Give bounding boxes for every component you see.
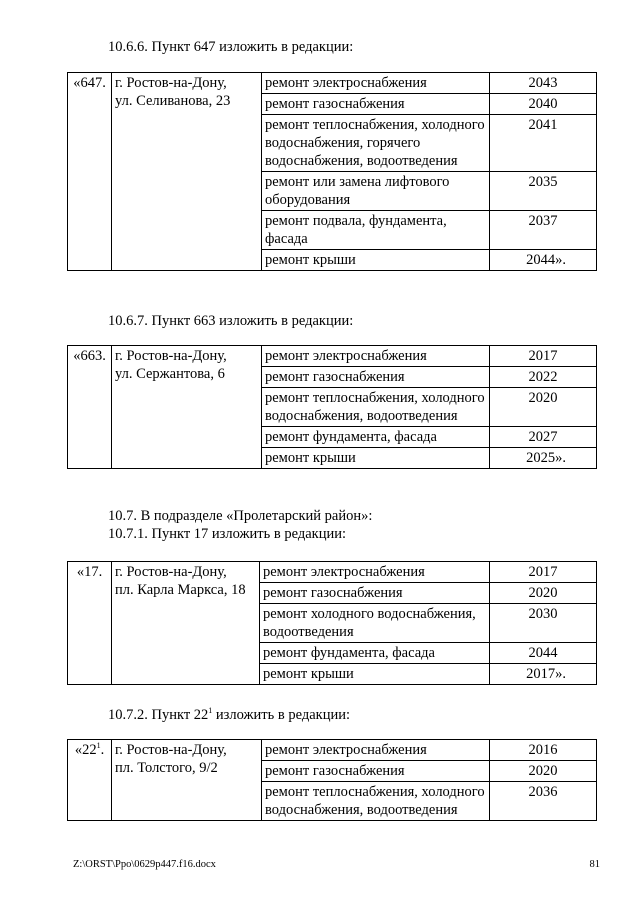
year-cell: 2044». bbox=[490, 250, 597, 271]
item-number bbox=[68, 740, 112, 821]
work-cell: ремонт газоснабжения bbox=[262, 367, 490, 388]
item-number-superscript: 1 bbox=[96, 741, 101, 750]
work-cell: ремонт или замена лифтового оборудования bbox=[262, 172, 490, 211]
item-number: «663. bbox=[68, 346, 112, 469]
item-number: «647. bbox=[68, 73, 112, 271]
year-cell: 2020 bbox=[490, 583, 597, 604]
address-cell bbox=[112, 740, 262, 821]
year-cell: 2044 bbox=[490, 643, 597, 664]
address-cell bbox=[112, 346, 262, 469]
table-row bbox=[68, 346, 597, 367]
work-cell: ремонт теплоснабжения, холодного водоснабжения, водоотведения bbox=[262, 388, 490, 427]
work-cell: ремонт электроснабжения bbox=[262, 740, 490, 761]
work-cell: ремонт электроснабжения bbox=[260, 562, 490, 583]
work-cell: ремонт газоснабжения bbox=[262, 761, 490, 782]
work-cell: ремонт теплоснабжения, холодного водоснабжения, горячего водоснабжения, водоотведения bbox=[262, 115, 490, 172]
year-cell: 2020 bbox=[490, 761, 597, 782]
work-cell: ремонт крыши bbox=[262, 448, 490, 469]
address-line-street: пл. Толстого, 9/2 bbox=[115, 760, 218, 776]
year-cell: 2041 bbox=[490, 115, 597, 172]
work-cell: ремонт газоснабжения bbox=[262, 94, 490, 115]
section-heading-10-6-6: 10.6.6. Пункт 647 изложить в редакции: bbox=[108, 39, 354, 55]
year-cell: 2020 bbox=[490, 388, 597, 427]
work-cell: ремонт крыши bbox=[262, 250, 490, 271]
year-cell: 2040 bbox=[490, 94, 597, 115]
address-line-street: пл. Карла Маркса, 18 bbox=[115, 582, 246, 598]
work-cell: ремонт крыши bbox=[260, 664, 490, 685]
section-heading-10-7-2 bbox=[108, 706, 350, 724]
heading-text-tail: изложить в редакции: bbox=[212, 707, 351, 723]
address-line-city: г. Ростов-на-Дону, bbox=[115, 75, 227, 91]
year-cell: 2043 bbox=[490, 73, 597, 94]
address-line-city: г. Ростов-на-Дону, bbox=[115, 564, 227, 580]
year-cell: 2027 bbox=[490, 427, 597, 448]
amendment-table-17 bbox=[67, 561, 597, 685]
section-heading-10-6-7: 10.6.7. Пункт 663 изложить в редакции: bbox=[108, 313, 354, 329]
work-cell: ремонт электроснабжения bbox=[262, 73, 490, 94]
heading-text: 10.7.2. Пункт 22 bbox=[108, 707, 209, 723]
year-cell: 2017 bbox=[490, 562, 597, 583]
footer-file-path: Z:\ORST\Ppo\0629p447.f16.docx bbox=[73, 859, 216, 870]
address-line-city: г. Ростов-на-Дону, bbox=[115, 348, 227, 364]
work-cell: ремонт фундамента, фасада bbox=[260, 643, 490, 664]
address-cell bbox=[112, 562, 260, 685]
year-cell: 2022 bbox=[490, 367, 597, 388]
table-row bbox=[68, 740, 597, 761]
address-line-street: ул. Селиванова, 23 bbox=[115, 93, 231, 109]
table-row bbox=[68, 73, 597, 94]
section-heading-10-7: 10.7. В подразделе «Пролетарский район»: bbox=[108, 508, 373, 524]
year-cell: 2017 bbox=[490, 346, 597, 367]
year-cell: 2030 bbox=[490, 604, 597, 643]
work-cell: ремонт теплоснабжения, холодного водоснабжения, водоотведения bbox=[262, 782, 490, 821]
table-row bbox=[68, 562, 597, 583]
year-cell: 2017». bbox=[490, 664, 597, 685]
work-cell: ремонт холодного водоснабжения, водоотведения bbox=[260, 604, 490, 643]
year-cell: 2016 bbox=[490, 740, 597, 761]
work-cell: ремонт электроснабжения bbox=[262, 346, 490, 367]
footer-page-number: 81 bbox=[589, 859, 600, 870]
work-cell: ремонт подвала, фундамента, фасада bbox=[262, 211, 490, 250]
item-number-dot: . bbox=[100, 742, 105, 758]
item-number: «17. bbox=[68, 562, 112, 685]
year-cell: 2025». bbox=[490, 448, 597, 469]
address-line-city: г. Ростов-на-Дону, bbox=[115, 742, 227, 758]
work-cell: ремонт газоснабжения bbox=[260, 583, 490, 604]
year-cell: 2035 bbox=[490, 172, 597, 211]
year-cell: 2037 bbox=[490, 211, 597, 250]
address-cell bbox=[112, 73, 262, 271]
address-line-street: ул. Сержантова, 6 bbox=[115, 366, 225, 382]
amendment-table-647 bbox=[67, 72, 597, 271]
item-number-text: «22 bbox=[74, 742, 97, 758]
section-heading-10-7-1: 10.7.1. Пункт 17 изложить в редакции: bbox=[108, 526, 347, 542]
amendment-table-663 bbox=[67, 345, 597, 469]
heading-superscript: 1 bbox=[208, 706, 213, 715]
amendment-table-22-1 bbox=[67, 739, 597, 821]
year-cell: 2036 bbox=[490, 782, 597, 821]
work-cell: ремонт фундамента, фасада bbox=[262, 427, 490, 448]
